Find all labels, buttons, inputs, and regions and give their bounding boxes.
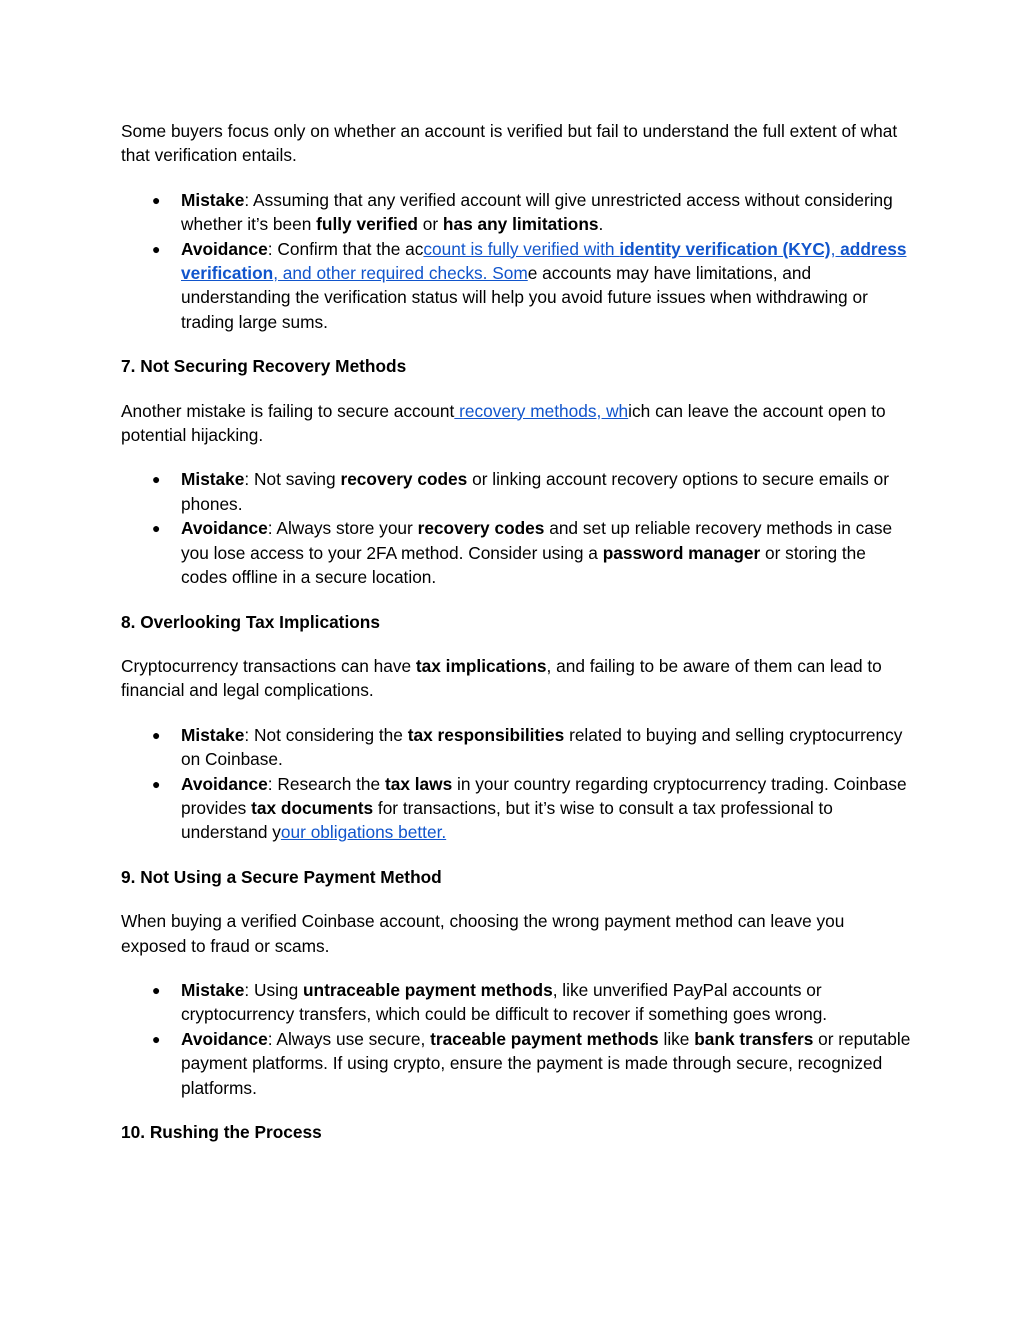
list-item: ● Mistake: Using untraceable payment methods, like unverified PayPal accounts or cryptocurrency transfers, which could be difficult to recover if something goes wrong.: [181, 978, 911, 1027]
recovery-bullet-list: [121, 467, 911, 589]
list-item: ● Mistake: Not saving recovery codes or linking account recovery options to secure emails or phones.: [181, 467, 911, 516]
obligations-link[interactable]: our obligations better.: [280, 822, 447, 843]
list-item: ● Avoidance: Always store your recovery codes and set up reliable recovery methods in case you lose access to your 2FA method. Consider using a password manager or storing the codes offline in a secure location.: [181, 516, 911, 589]
tax-bullet-list: [121, 723, 911, 845]
recovery-methods-link[interactable]: recovery methods, wh: [454, 400, 629, 421]
payment-bullet-list: [121, 978, 911, 1100]
list-item: ● Avoidance: Always use secure, traceable payment methods like bank transfers or reputable payment platforms. If using crypto, ensure the payment is made through secure, recognized platforms.: [181, 1027, 911, 1100]
document-body: [121, 119, 911, 1164]
list-item: ● Mistake: Assuming that any verified account will give unrestricted access without considering whether it’s been fully verified or has any limitations.: [181, 188, 911, 237]
verification-intro-paragraph: Some buyers focus only on whether an account is verified but fail to understand the full extent of what that verification entails.: [121, 121, 898, 166]
section-heading-recovery: 7. Not Securing Recovery Methods: [121, 356, 407, 377]
list-item: ● Mistake: Not considering the tax responsibilities related to buying and selling cryptocurrency on Coinbase.: [181, 723, 911, 772]
list-item: ● Avoidance: Confirm that the account is fully verified with identity verification (KYC), address verification, and other required checks. Some accounts may have limitations, and understanding the verification status will help you avoid future issues when withdrawing or trading large sums.: [181, 237, 911, 335]
section-heading-tax: 8. Overlooking Tax Implications: [121, 611, 380, 632]
payment-intro-paragraph: When buying a verified Coinbase account, choosing the wrong payment method can leave you exposed to fraud or scams.: [121, 911, 845, 956]
tax-intro-paragraph: Cryptocurrency transactions can have tax implications, and failing to be aware of them can lead to financial and legal complications.: [121, 655, 882, 701]
recovery-intro-paragraph: Another mistake is failing to secure account recovery methods, which can leave the account open to potential hijacking.: [121, 400, 886, 446]
section-heading-rushing: 10. Rushing the Process: [121, 1122, 322, 1142]
section-heading-payment: 9. Not Using a Secure Payment Method: [121, 866, 442, 887]
verification-bullet-list: [121, 188, 911, 334]
verification-link[interactable]: count is fully verified with identity verification (KYC), address verification, and other required checks. Som: [181, 238, 907, 284]
list-item: ● Avoidance: Research the tax laws in your country regarding cryptocurrency trading. Coinbase provides tax documents for transactions, but it’s wise to consult a tax professional to understand your obligations better.: [181, 772, 911, 845]
